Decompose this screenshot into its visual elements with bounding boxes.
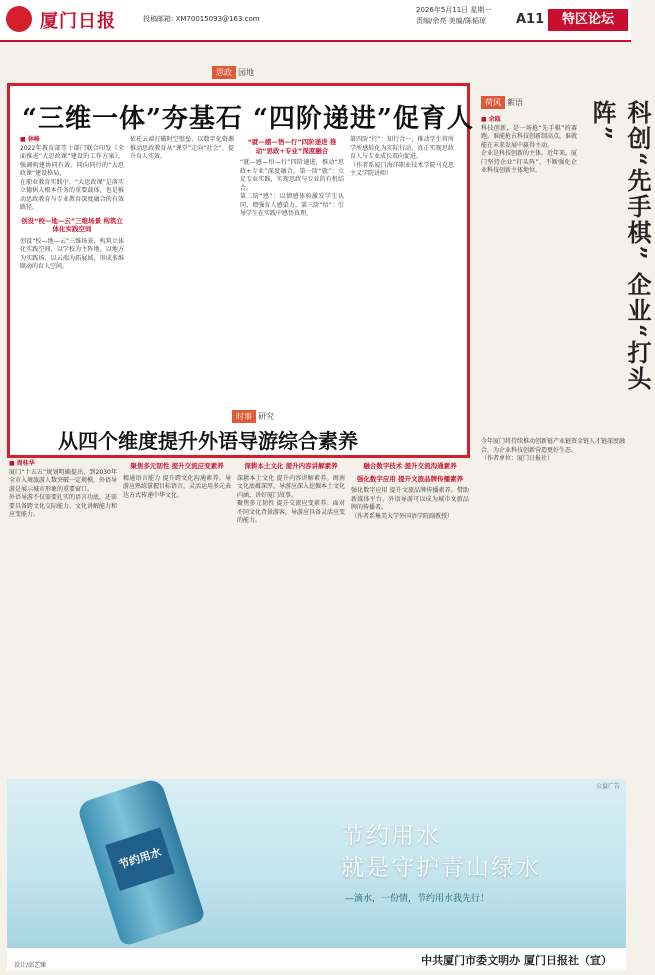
main-paragraph: 第四阶“行”：知行合一，推动学生将所学所感转化为实际行动，真正实现思政育人与专业成长双向促进。 (350, 136, 454, 160)
main-article (7, 83, 474, 458)
lower-subhead: 融合数字技术 提升交流沟通素养 (363, 462, 457, 470)
main-subhead: 创设“校—地—云”三维场景 构筑立体化实践空间 (21, 216, 123, 233)
lower-paragraph: （作者系集美大学外国语学院副教授） (351, 512, 454, 520)
main-column-sublabel: 园地 (238, 68, 254, 77)
lower-paragraph: 深耕本土文化 提升内容讲解素养。闽南文化底蕴深厚，导游应深入挖掘本土文化内涵，讲好厦门故事。 (237, 474, 346, 499)
main-paragraph: 第二阶“感”：以情感体验激发学生认同，增强育人感染力。第三阶“悟”：引导学生在实践中感悟真理。 (240, 193, 344, 217)
newspaper-logo-icon (6, 6, 32, 32)
ad-title-line-1: 节约用水 (341, 823, 441, 849)
water-bottle-illustration (76, 777, 206, 947)
lower-author: ■ 周桂华 (9, 460, 35, 467)
side-paragraph: 企业是科技创新的主体。近年来，厦门坚持企业“打头阵”，不断强化企业科技创新主体地位。 (481, 150, 578, 174)
ad-sponsor: 中共厦门市委文明办 厦门日报社（宣） (421, 954, 612, 967)
main-paragraph: “就—感—悟—行”四阶递进，推动“思政+专业”深度融合。第一阶“就”：立足专业实践，实现思政与专业的有机结合。 (240, 159, 344, 192)
lower-column-sublabel: 研究 (258, 412, 274, 421)
main-text-col-3 (240, 136, 344, 451)
main-paragraph: 在职业教育实践中，“大思政课”是落实立德树人根本任务的重要载体，也是推动思政教育与专业教育深度融合的有效路径。 (20, 178, 124, 211)
side-headline: 科创“先手棋” 企业“打头阵” (588, 100, 652, 392)
lower-text-col-3 (237, 460, 345, 776)
main-paragraph: 2022年教育部等十部门联合印发《全面推进“大思政课”建设的工作方案》，强调构建协同有效、同向同行的“大思政课”建设格局。 (20, 144, 124, 177)
lower-text-col-4 (351, 460, 469, 776)
public-service-ad (7, 779, 626, 949)
lower-headline: 从四个维度提升外语导游综合素养 (58, 429, 358, 453)
lower-paragraph: 外语导游不仅需要扎实的语言功底，还需要具备跨文化交际能力、文化讲解能力和应变能力。 (9, 494, 118, 518)
main-headline: “三维一体”夯基石 “四阶递进”促育人 (22, 104, 474, 134)
main-paragraph: （作者系厦门海洋职业技术学院马克思主义学院讲师） (350, 161, 454, 177)
side-text-col-1 (481, 116, 577, 426)
lower-paragraph: 强化数字应用 提升文旅品牌传播素养。借助新媒体平台，外语导游可以成为城市文旅品牌的传播者。 (351, 487, 469, 511)
contact-email: 投稿邮箱: XM70015093@163.com (143, 15, 260, 23)
main-paragraph: 依托云端打破时空壁垒，以数字化资源推动思政教育从“课堂”走向“社会”，提升育人实效。 (130, 136, 234, 160)
bottle-label: 节约用水 (105, 827, 175, 891)
designer-credit: 设计/邱艺臻 (14, 962, 47, 969)
lower-subhead: 强化数字应用 提升文旅品牌传播素养 (356, 474, 464, 483)
main-text-col-1 (20, 136, 124, 451)
side-author: ■ 余瓯 (481, 116, 501, 123)
main-paragraph: 创设“校—地—云”三维场景，构筑立体化实践空间。以学校为主阵地、以地方为实践场、以云端为拓展域，形成多维联动的育人空间。 (20, 237, 124, 270)
side-column-sublabel: 絮语 (507, 98, 523, 107)
masthead (0, 0, 631, 42)
side-text-col-2 (481, 438, 625, 768)
lower-text-col-2 (123, 460, 231, 776)
lower-column-label: 时事 (232, 410, 256, 423)
newspaper-title: 厦门日报 (40, 11, 116, 32)
lower-subhead: 聚焦多元韧性 提升交流应变素养 (130, 462, 224, 470)
side-column-label: 荷风 (481, 96, 505, 109)
main-column-label: 思政 (212, 66, 236, 79)
lower-paragraph: 聚焦多元韧性 提升交流应变素养。面对不同文化背景游客，导游应具备灵活应变的能力。 (237, 500, 346, 524)
lower-subhead: 深耕本土文化 提升内容讲解素养 (244, 462, 338, 470)
lower-paragraph: 精通语言能力 提升跨文化沟通素养。导游应熟练掌握目标语言，灵活运用多元表达方式传递中华文化。 (123, 474, 232, 499)
main-text-col-2 (130, 136, 234, 451)
lower-text-col-1 (9, 460, 117, 776)
side-paragraph: （作者单位：厦门日报社） (481, 455, 554, 462)
section-tag: 特区论坛 (548, 9, 628, 31)
ad-slogan: —滴水，一份情，节约用水我先行！ (345, 894, 490, 904)
ad-title-line-2: 就是守护青山绿水 (341, 855, 541, 881)
ad-footer (7, 948, 626, 970)
lower-paragraph: 厦门“十五五”规划明确提出，到2030年全市入境旅游人数突破一定规模，外语导游是展示城市形象的重要窗口。 (9, 468, 118, 493)
editor-credit: 责编/余亮 美编/陈韬琼 (416, 17, 486, 25)
lower-article (7, 458, 472, 780)
main-subhead: “就—感—悟—行”四阶递进 推动“思政+专业”深度融合 (247, 138, 337, 155)
main-author: ■ 林峰 (20, 136, 40, 143)
issue-date: 2026年5月11日 星期一 (416, 6, 492, 14)
main-text-col-4 (350, 136, 454, 451)
side-paragraph: 科技创新，是一场抢“先手棋”的赛跑。谁能抢占科技创新制高点，谁就能在未来发展中赢得主动。 (481, 124, 578, 149)
page-number: A11 (516, 12, 545, 27)
ad-tag: 公益广告 (595, 783, 620, 790)
side-paragraph: 今年厦门将持续推动创新链产业链资金链人才链深度融合，为企业科技创新营造更好生态。 (481, 438, 626, 454)
date-block (416, 5, 491, 27)
